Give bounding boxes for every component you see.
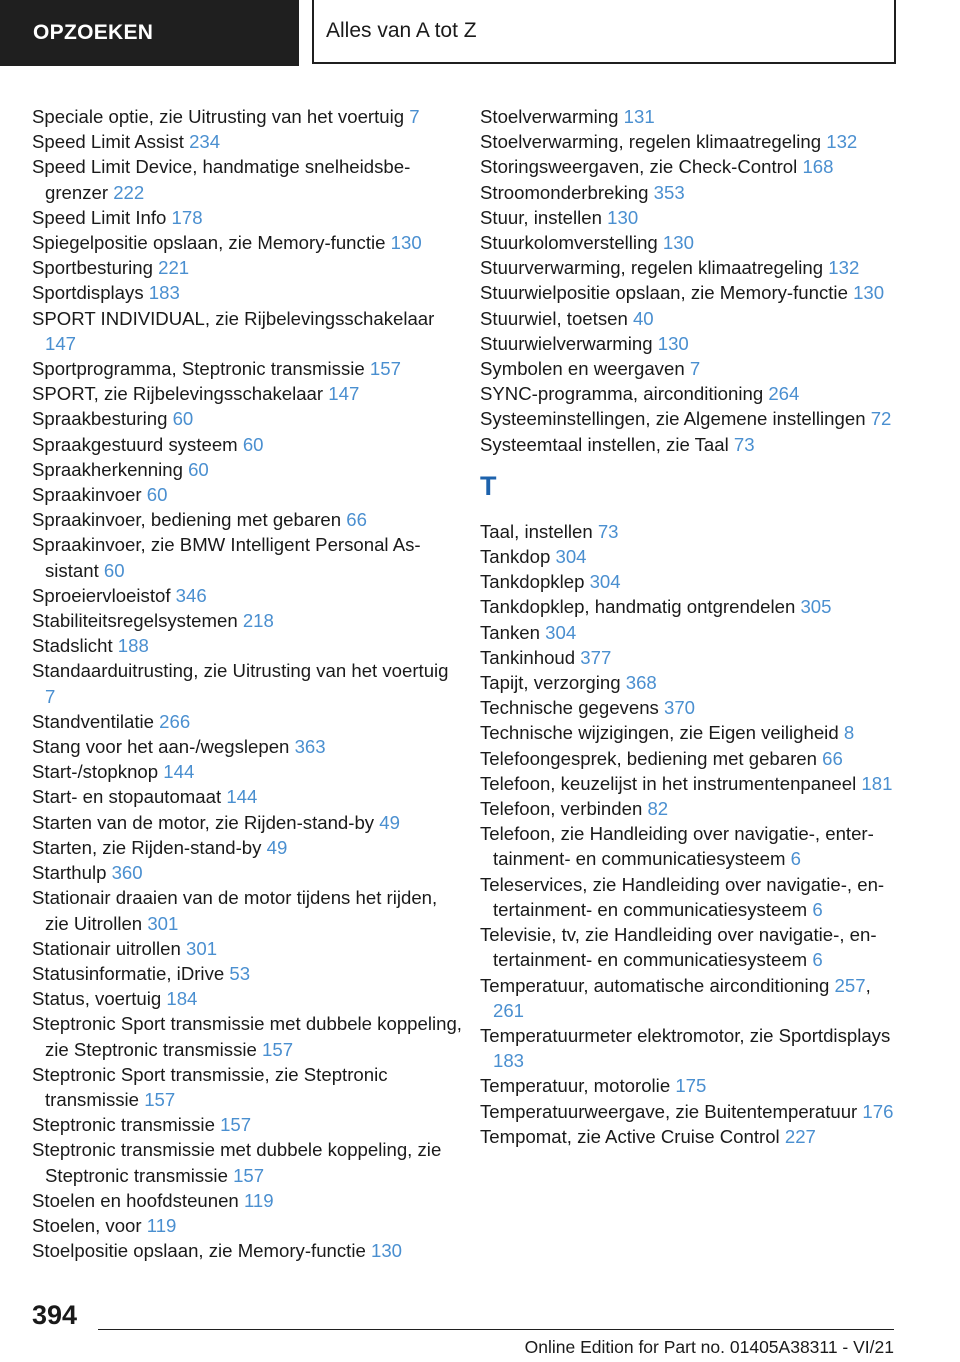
page-reference-link[interactable]: 181 xyxy=(861,772,893,794)
page-reference-link[interactable]: 157 xyxy=(369,358,401,380)
page-reference-link[interactable]: 370 xyxy=(664,697,696,719)
index-term: Status, voertuig xyxy=(32,988,162,1010)
index-term: Sportprogramma, Steptronic transmissie xyxy=(32,358,365,380)
index-term: Stuurwielverwarming xyxy=(480,332,653,354)
index-entry xyxy=(480,620,900,645)
page-reference-link[interactable]: 60 xyxy=(103,559,125,581)
page-reference-link[interactable]: 60 xyxy=(242,433,264,455)
page-reference-link[interactable]: 157 xyxy=(144,1088,176,1110)
index-term: Teleservices, zie Handleiding over navigatie-, entertainment- en communicatiesysteem xyxy=(480,873,885,920)
index-term: Speed Limit Assist xyxy=(32,131,184,153)
page-reference-link[interactable]: 222 xyxy=(113,181,145,203)
index-entry xyxy=(32,1188,462,1213)
page-header xyxy=(0,0,960,66)
page-reference-link[interactable]: 130 xyxy=(390,232,422,254)
index-entry xyxy=(480,1023,900,1073)
page-reference-link[interactable]: 175 xyxy=(675,1075,707,1097)
page-reference-link[interactable]: 301 xyxy=(186,937,218,959)
index-term: Speed Limit Device, handmatige snelheidsbegrenzer xyxy=(32,156,411,203)
page-reference-link[interactable]: 218 xyxy=(242,610,274,632)
index-entry xyxy=(480,594,900,619)
page-reference-link[interactable]: 188 xyxy=(117,635,149,657)
index-entry xyxy=(32,129,462,154)
page-reference-link[interactable]: 53 xyxy=(229,962,251,984)
index-entry xyxy=(32,885,462,935)
index-entry xyxy=(480,544,900,569)
page-reference-link[interactable]: 147 xyxy=(328,383,360,405)
index-entry xyxy=(480,821,900,871)
index-term: Stuurwiel, toetsen xyxy=(480,307,628,329)
page-reference-link[interactable]: 144 xyxy=(163,761,195,783)
footer-divider xyxy=(98,1329,894,1330)
page-reference-link[interactable]: 178 xyxy=(171,206,203,228)
page-reference-link[interactable]: 73 xyxy=(733,433,755,455)
index-term: Speciale optie, zie Uitrusting van het voertuig xyxy=(32,106,405,127)
index-entry xyxy=(480,280,900,305)
page-reference-link[interactable]: 82 xyxy=(647,798,669,820)
page-reference-link[interactable]: 49 xyxy=(266,836,288,858)
page-reference-link[interactable]: 147 xyxy=(45,332,77,354)
index-term: Temperatuurmeter elektromotor, zie Sportdisplays xyxy=(480,1024,891,1046)
index-entry xyxy=(480,356,900,381)
index-entry xyxy=(480,406,900,431)
index-entry xyxy=(32,961,462,986)
index-entry xyxy=(480,569,900,594)
page-reference-link[interactable]: 360 xyxy=(111,862,143,884)
index-entry xyxy=(480,230,900,255)
index-entry xyxy=(480,771,900,796)
index-entry xyxy=(32,205,462,230)
index-entry xyxy=(480,670,900,695)
index-entry xyxy=(480,104,900,129)
page-reference-link[interactable]: 157 xyxy=(233,1164,265,1186)
page-reference-link[interactable]: 130 xyxy=(371,1240,403,1262)
page-reference-link[interactable]: 304 xyxy=(545,621,577,643)
page-reference-link[interactable]: 183 xyxy=(148,282,180,304)
index-column-left xyxy=(32,104,462,1263)
index-entry xyxy=(32,608,462,633)
index-entry xyxy=(32,306,462,356)
index-entry xyxy=(32,633,462,658)
page-reference-link[interactable]: 130 xyxy=(853,282,885,304)
index-term: Steptronic transmissie met dubbele koppeling, zie Steptronic transmissie xyxy=(32,1139,442,1186)
index-entry xyxy=(32,457,462,482)
index-term: Spraakinvoer xyxy=(32,484,142,506)
index-entry xyxy=(480,331,900,356)
page-reference-link[interactable]: 301 xyxy=(147,912,179,934)
index-term: Spraakbesturing xyxy=(32,408,168,430)
index-entry xyxy=(32,104,462,129)
index-term: Starten van de motor, zie Rijden-stand-by xyxy=(32,811,375,833)
index-list-s xyxy=(480,104,900,457)
index-entry xyxy=(32,1238,462,1263)
index-term: Stuurkolomverstelling xyxy=(480,232,658,254)
index-term: Standventilatie xyxy=(32,710,154,732)
page-reference-link[interactable]: 157 xyxy=(262,1038,294,1060)
index-entry xyxy=(32,1213,462,1238)
index-term: Telefoon, zie Handleiding over navigatie-, entertainment- en communicatiesysteem xyxy=(480,823,874,870)
index-term: Sproeiervloeistof xyxy=(32,584,171,606)
index-term: Spraakinvoer, bediening met gebaren xyxy=(32,509,342,531)
index-term: SPORT, zie Rijbelevingsschakelaar xyxy=(32,383,324,405)
index-entry xyxy=(480,796,900,821)
index-entry xyxy=(480,695,900,720)
section-tab: OPZOEKEN xyxy=(0,0,299,66)
index-term: SYNC-programma, airconditioning xyxy=(480,383,764,405)
page-reference-link[interactable]: 363 xyxy=(294,736,326,758)
index-term: Speed Limit Info xyxy=(32,206,167,228)
index-entry xyxy=(32,1062,462,1112)
index-term: Telefoon, keuzelijst in het instrumentenpaneel xyxy=(480,772,857,794)
page-reference-link[interactable]: 377 xyxy=(580,646,612,668)
index-entry xyxy=(480,1073,900,1098)
index-entry xyxy=(480,205,900,230)
page-reference-link[interactable]: 144 xyxy=(226,786,258,808)
index-entry xyxy=(32,406,462,431)
index-term: Steptronic Sport transmissie met dubbele koppeling, zie Steptronic transmissie xyxy=(32,1013,462,1060)
index-term: Telefoon, verbinden xyxy=(480,798,643,820)
page-reference-link[interactable]: 168 xyxy=(802,156,834,178)
index-entry xyxy=(32,432,462,457)
index-column-right xyxy=(480,104,900,1149)
index-entry xyxy=(480,180,900,205)
index-term: Stuurverwarming, regelen klimaatregeling xyxy=(480,257,824,279)
page-number: 394 xyxy=(32,1300,78,1330)
index-entry xyxy=(32,709,462,734)
index-term: Tankinhoud xyxy=(480,646,576,668)
index-term: Tanken xyxy=(480,621,540,643)
index-term: Stationair uitrollen xyxy=(32,937,181,959)
page-reference-link[interactable]: 157 xyxy=(220,1114,252,1136)
index-term: Spiegelpositie opslaan, zie Memory-functie xyxy=(32,232,386,254)
index-term: Tempomat, zie Active Cruise Control xyxy=(480,1125,780,1147)
index-term: Stoelen en hoofdsteunen xyxy=(32,1189,239,1211)
page-reference-link[interactable]: 130 xyxy=(662,232,694,254)
index-list-left xyxy=(32,104,462,1263)
page-reference-link[interactable]: 227 xyxy=(784,1125,816,1147)
index-term: Stuurwielpositie opslaan, zie Memory-functie xyxy=(480,282,848,304)
page-reference-link[interactable]: 60 xyxy=(172,408,194,430)
index-entry xyxy=(32,532,462,582)
footer-edition: Online Edition for Part no. 01405A38311 - VI/21 xyxy=(524,1337,894,1357)
index-entry xyxy=(32,936,462,961)
page-reference-link[interactable]: 6 xyxy=(790,848,801,870)
page-reference-link[interactable]: 130 xyxy=(657,332,689,354)
index-term: Tankdopklep, handmatig ontgrendelen xyxy=(480,596,796,618)
page-reference-link[interactable]: 7 xyxy=(409,106,420,127)
page-reference-link[interactable]: 66 xyxy=(822,747,843,769)
page-reference-link[interactable]: 346 xyxy=(175,584,207,606)
page-reference-link[interactable]: 132 xyxy=(828,257,860,279)
index-term: Stoelverwarming xyxy=(480,106,619,127)
index-term: Technische gegevens xyxy=(480,697,659,719)
index-entry xyxy=(32,860,462,885)
index-term: Sportdisplays xyxy=(32,282,144,304)
page-reference-link[interactable]: 221 xyxy=(158,257,190,279)
index-term: Steptronic transmissie xyxy=(32,1114,215,1136)
page-reference-link[interactable]: 7 xyxy=(689,358,701,380)
page-reference-link[interactable]: 264 xyxy=(768,383,800,405)
index-entry xyxy=(32,356,462,381)
index-entry xyxy=(480,129,900,154)
index-term: Steptronic Sport transmissie, zie Steptronic transmissie xyxy=(32,1063,388,1110)
index-entry xyxy=(480,720,900,745)
page-reference-link[interactable]: 6 xyxy=(812,949,823,971)
index-term: Temperatuurweergave, zie Buitentemperatuur xyxy=(480,1100,858,1122)
index-term: Stoelpositie opslaan, zie Memory-functie xyxy=(32,1240,366,1262)
index-term: Starthulp xyxy=(32,862,107,884)
page-reference-link[interactable]: 368 xyxy=(625,672,657,694)
page-reference-link[interactable]: 234 xyxy=(189,131,221,153)
index-term: Taal, instellen xyxy=(480,520,593,542)
index-term: Start-/stopknop xyxy=(32,761,159,783)
index-entry xyxy=(32,835,462,860)
index-term: Stadslicht xyxy=(32,635,113,657)
index-entry xyxy=(480,255,900,280)
page-reference-link[interactable]: 49 xyxy=(379,811,400,833)
index-entry xyxy=(32,1112,462,1137)
index-entry xyxy=(32,986,462,1011)
page-reference-link[interactable]: 60 xyxy=(188,458,209,480)
index-entry xyxy=(480,432,900,457)
index-term: Statusinformatie, iDrive xyxy=(32,962,225,984)
index-term: Stang voor het aan-/wegslepen xyxy=(32,736,290,758)
page-reference-link[interactable]: 132 xyxy=(826,131,858,153)
page-reference-link[interactable]: 119 xyxy=(146,1214,177,1236)
index-term: Telefoongesprek, bediening met gebaren xyxy=(480,747,817,769)
index-term: Standaarduitrusting, zie Uitrusting van het voertuig xyxy=(32,660,449,682)
index-entry xyxy=(32,759,462,784)
page-reference-link[interactable]: 66 xyxy=(346,509,367,531)
index-term: Stabiliteitsregelsystemen xyxy=(32,610,238,632)
index-entry xyxy=(480,519,900,544)
page-reference-link[interactable]: 72 xyxy=(870,408,892,430)
index-term: Systeeminstellingen, zie Algemene instellingen xyxy=(480,408,866,430)
page-reference-link[interactable]: 131 xyxy=(623,106,655,127)
page-reference-link[interactable]: 304 xyxy=(555,546,587,568)
index-term: Storingsweergaven, zie Check-Control xyxy=(480,156,798,178)
index-entry xyxy=(480,872,900,922)
page-reference-link[interactable]: 130 xyxy=(607,206,639,228)
index-entry xyxy=(32,255,462,280)
page-reference-link[interactable]: 183 xyxy=(493,1050,525,1072)
index-term: Systeemtaal instellen, zie Taal xyxy=(480,433,729,455)
page-reference-link[interactable]: 305 xyxy=(800,596,832,618)
index-entry xyxy=(32,154,462,204)
index-entry xyxy=(32,381,462,406)
index-entry xyxy=(32,583,462,608)
index-term: Televisie, tv, zie Handleiding over navigatie-, entertainment- en communicatiesysteem xyxy=(480,924,877,971)
index-term: Stoelen, voor xyxy=(32,1214,142,1236)
index-term: Temperatuur, automatische airconditioning xyxy=(480,974,830,996)
index-term: Spraakgestuurd systeem xyxy=(32,433,238,455)
index-entry xyxy=(480,306,900,331)
index-entry xyxy=(32,734,462,759)
index-entry xyxy=(480,922,900,972)
index-entry xyxy=(32,658,462,708)
index-entry xyxy=(480,154,900,179)
section-letter-t: T xyxy=(480,470,497,501)
index-entry xyxy=(32,1137,462,1187)
page-reference-link[interactable]: 8 xyxy=(843,722,855,744)
page-reference-link[interactable]: 60 xyxy=(146,484,168,506)
index-entry xyxy=(32,1011,462,1061)
index-term: Tapijt, verzorging xyxy=(480,672,621,694)
index-list-t xyxy=(480,519,900,1149)
page-reference-link[interactable]: 40 xyxy=(632,307,654,329)
index-entry xyxy=(32,507,462,532)
index-term: Symbolen en weergaven xyxy=(480,358,685,380)
page-reference-link[interactable]: 261 xyxy=(493,999,525,1021)
index-term: Start- en stopautomaat xyxy=(32,786,222,808)
page-reference-link[interactable]: 184 xyxy=(166,988,198,1010)
index-entry xyxy=(480,746,900,771)
index-entry xyxy=(32,810,462,835)
index-term: Temperatuur, motorolie xyxy=(480,1075,671,1097)
index-entry xyxy=(32,230,462,255)
page-reference-link[interactable]: 119 xyxy=(243,1189,274,1211)
index-term: Tankdopklep xyxy=(480,571,585,593)
index-term: Spraakinvoer, zie BMW Intelligent Personal Assistant xyxy=(32,534,421,581)
index-entry: Temperatuur, automatische airconditioning 257, 261 xyxy=(480,974,871,1021)
index-term: Starten, zie Rijden-stand-by xyxy=(32,836,262,858)
page-reference-link[interactable]: 353 xyxy=(653,181,685,203)
index-entry xyxy=(32,784,462,809)
index-term: Technische wijzigingen, zie Eigen veiligheid xyxy=(480,722,839,744)
page-reference-link[interactable]: 73 xyxy=(597,520,619,542)
index-entry xyxy=(480,1124,900,1149)
index-entry xyxy=(32,280,462,305)
page-reference-link[interactable]: 6 xyxy=(812,898,823,920)
index-term: Stroomonderbreking xyxy=(480,181,649,203)
index-term: Stoelverwarming, regelen klimaatregeling xyxy=(480,131,822,153)
index-term: Stuur, instellen xyxy=(480,206,602,228)
index-entry xyxy=(480,1099,900,1124)
index-term: Stationair draaien van de motor tijdens het rijden, zie Uitrollen xyxy=(32,887,438,934)
index-term: Tankdop xyxy=(480,546,551,568)
index-entry xyxy=(32,482,462,507)
page-reference-link[interactable]: 176 xyxy=(862,1100,894,1122)
page-reference-link[interactable]: 257 xyxy=(834,974,866,996)
page-reference-link[interactable]: 7 xyxy=(45,685,56,707)
index-entry xyxy=(480,645,900,670)
index-entry xyxy=(480,381,900,406)
page-reference-link[interactable]: 266 xyxy=(159,710,191,732)
chapter-title: Alles van A tot Z xyxy=(312,0,896,64)
index-term: Sportbesturing xyxy=(32,257,153,279)
index-term: Spraakherkenning xyxy=(32,458,183,480)
page-reference-link[interactable]: 304 xyxy=(589,571,621,593)
index-term: SPORT INDIVIDUAL, zie Rijbelevingsschakelaar xyxy=(32,307,435,329)
